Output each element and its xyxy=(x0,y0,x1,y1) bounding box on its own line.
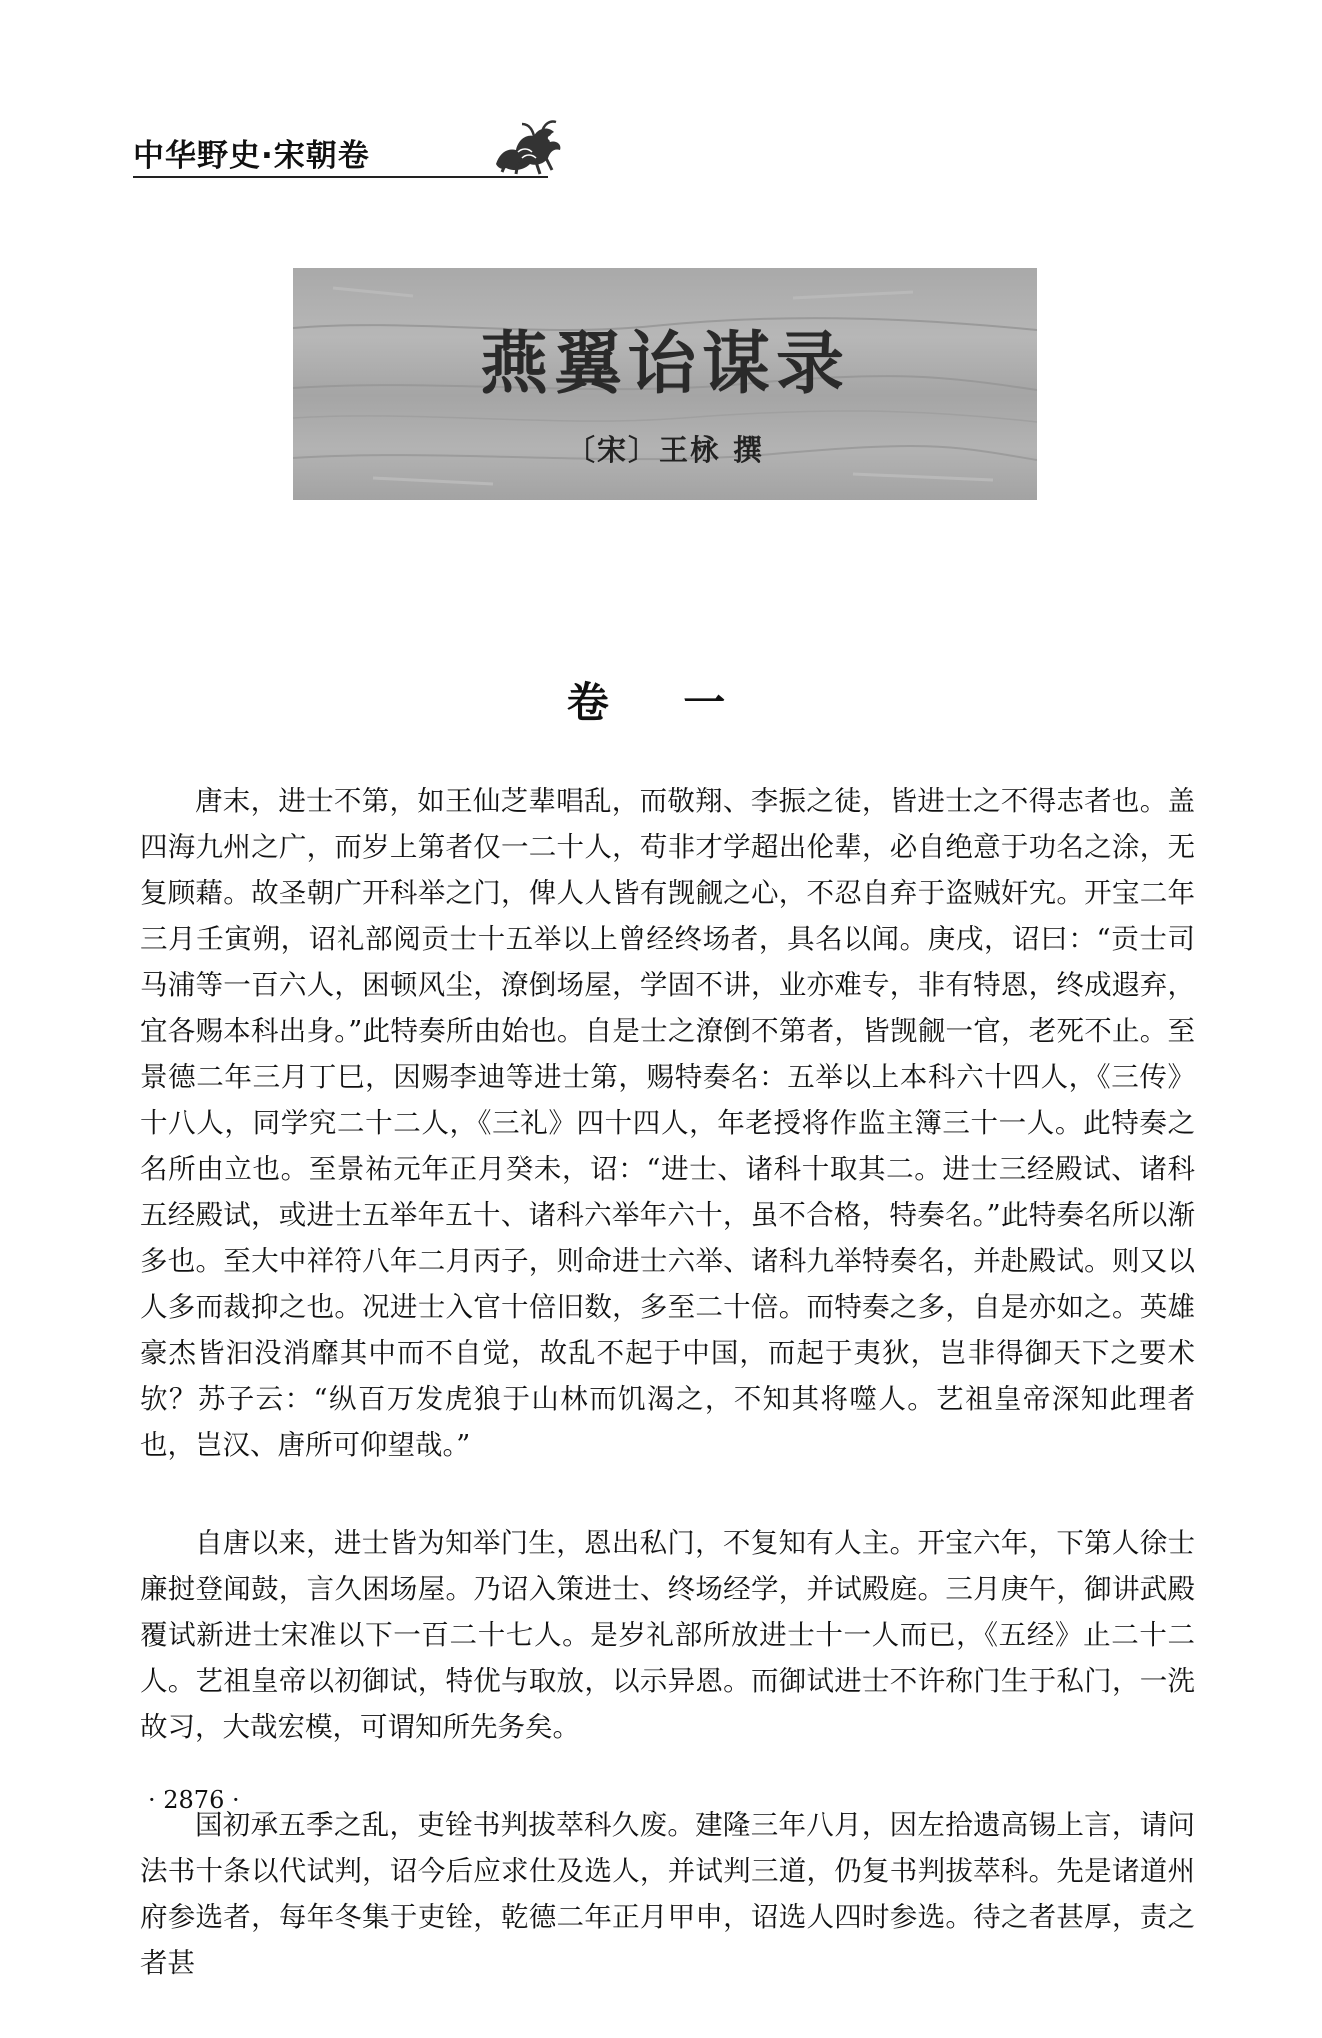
page-number: · 2876 · xyxy=(148,1786,240,1814)
paragraph: 自唐以来，进士皆为知举门生，恩出私门，不复知有人主。开宝六年，下第人徐士廉挝登闻鼓，言久困场屋。乃诏入策进士、终场经学，并试殿庭。三月庚午，御讲武殿覆试新进士宋准以下一百二十七人。是岁礼部所放进士十一人而已，《五经》止二十二人。艺祖皇帝以初御试，特优与取放，以示异恩。而御试进士不许称门生于私门，一洗故习，大哉宏模，可谓知所先务矣。 xyxy=(140,1527,1195,1743)
paragraph: 唐末，进士不第，如王仙芝辈唱乱，而敬翔、李振之徒，皆进士之不得志者也。盖四海九州之广，而岁上第者仅一二十人，苟非才学超出伦辈，必自绝意于功名之涂，无复顾藉。故圣朝广开科举之门，俾人人皆有觊觎之心，不忍自弃于盗贼奸宄。开宝二年三月壬寅朔，诏礼部阅贡士十五举以上曾经终场者，具名以闻。庚戌，诏曰：“贡士司马浦等一百六人，困顿风尘，潦倒场屋，学固不讲，业亦难专，非有特恩，终成遐弃，宜各赐本科出身。”此特奏所由始也。自是士之潦倒不第者，皆觊觎一官，老死不止。至景德二年三月丁巳，因赐李迪等进士第，赐特奏名：五举以上本科六十四人，《三传》十八人，同学究二十二人，《三礼》四十四人，年老授将作监主簿三十一人。此特奏之名所由立也。至景祐元年正月癸未，诏：“进士、诸科十取其二。进士三经殿试、诸科五经殿试，或进士五举年五十、诸科六举年六十，虽不合格，特奏名。”此特奏名所以渐多也。至大中祥符八年二月丙子，则命进士六举、诸科九举特奏名，并赴殿试。则又以人多而裁抑之也。况进士入官十倍旧数，多至二十倍。而特奏之多，自是亦如之。英雄豪杰皆汩没消靡其中而不自觉，故乱不起于中国，而起于夷狄，岂非得御天下之要术欤？苏子云：“纵百万发虎狼于山林而饥渴之，不知其将噬人。艺祖皇帝深知此理者也，岂汉、唐所可仰望哉。” xyxy=(140,785,1195,1461)
title-banner xyxy=(293,268,1037,500)
author-line: 〔宋〕王栐 撰 xyxy=(565,433,765,467)
dragon-emblem-icon xyxy=(488,118,568,178)
paragraph: 国初承五季之乱，吏铨书判拔萃科久废。建隆三年八月，因左拾遗高锡上言，请问法书十条以代试判，诏今后应求仕及选人，并试判三道，仍复书判拔萃科。先是诸道州府参选者，每年冬集于吏铨，乾德二年正月甲申，诏选人四时参选。待之者甚厚，责之者甚 xyxy=(140,1809,1195,1979)
chapter-heading: 卷 一 xyxy=(566,678,756,727)
book-title: 燕翼诒谋录 xyxy=(479,325,850,404)
body-text xyxy=(140,778,1195,2038)
running-header xyxy=(133,118,553,188)
running-title: 中华野史·宋朝卷 xyxy=(133,138,370,174)
header-rule xyxy=(133,176,548,178)
